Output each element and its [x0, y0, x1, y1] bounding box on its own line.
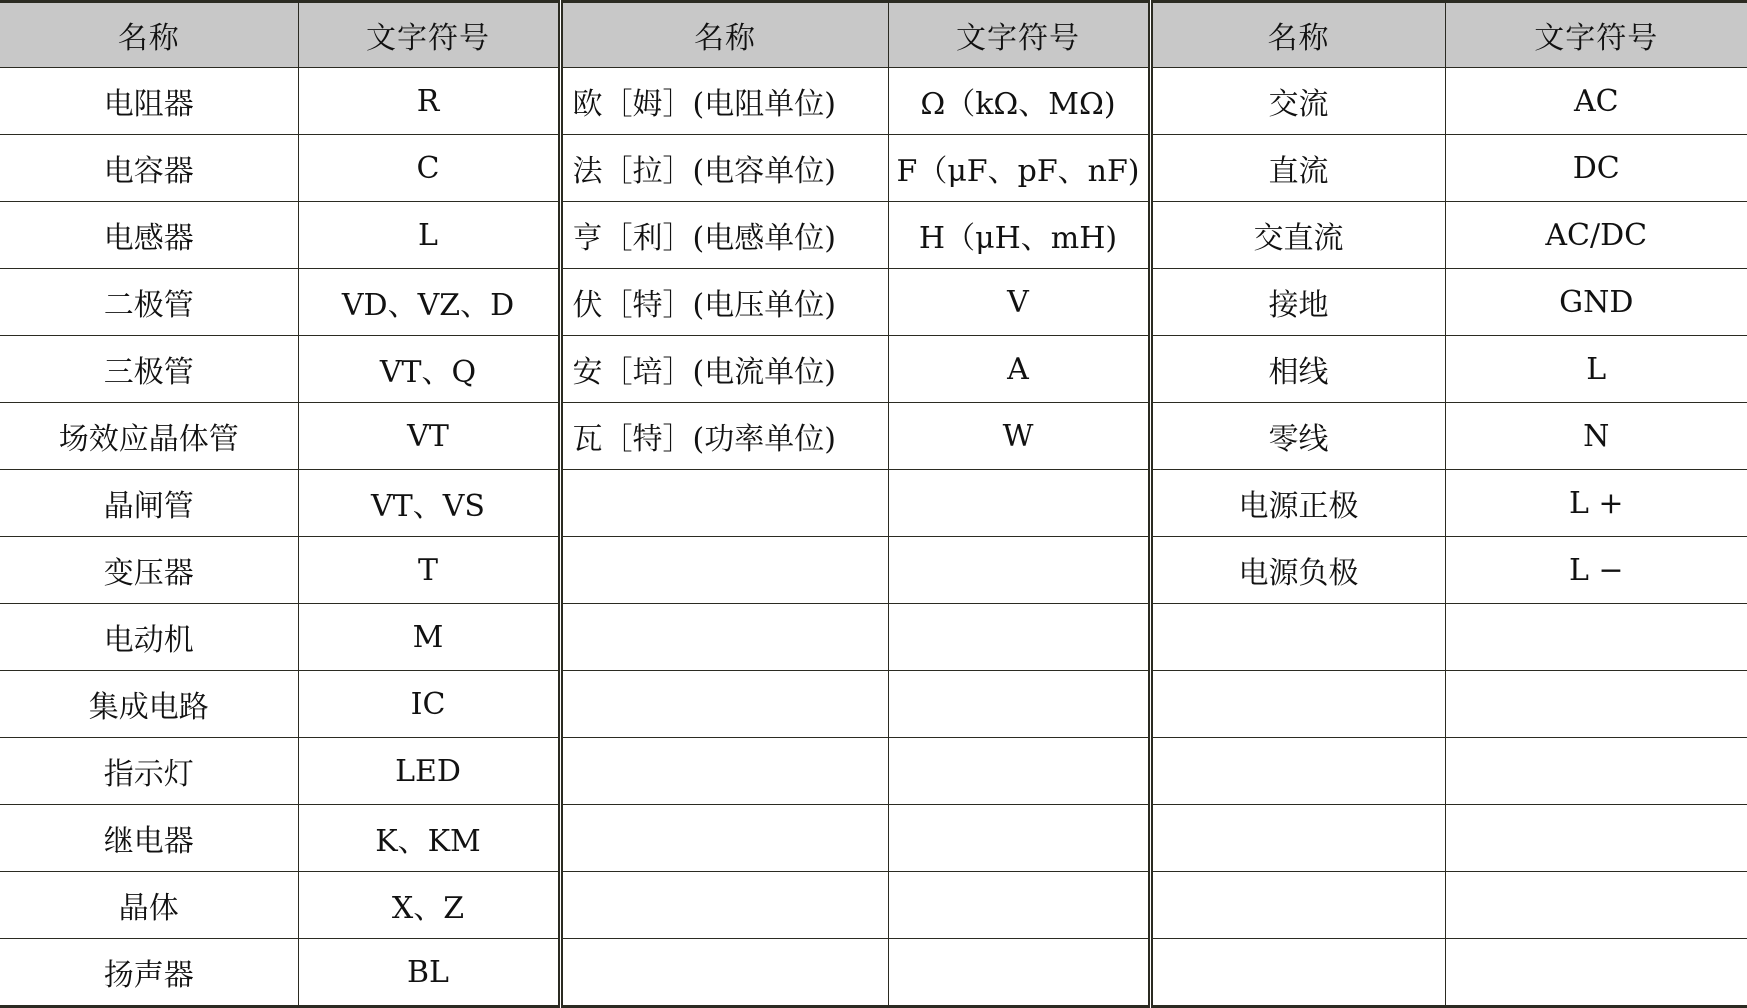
table-row	[0, 336, 1747, 403]
unit-name-cell: 伏［特］(电压单位)	[560, 269, 888, 336]
power-term-symbol-cell	[1445, 738, 1747, 805]
component-name-cell: 电阻器	[0, 68, 298, 135]
component-name-cell: 集成电路	[0, 671, 298, 738]
component-name-cell: 晶闸管	[0, 470, 298, 537]
component-name-cell: 变压器	[0, 537, 298, 604]
component-symbol-cell: R	[298, 68, 560, 135]
unit-name-cell: 法［拉］(电容单位)	[560, 135, 888, 202]
power-term-name-cell: 直流	[1150, 135, 1445, 202]
power-term-symbol-cell	[1445, 671, 1747, 738]
power-term-symbol-cell: DC	[1445, 135, 1747, 202]
power-term-symbol-cell: L +	[1445, 470, 1747, 537]
unit-symbol-cell	[888, 939, 1150, 1007]
component-name-cell: 指示灯	[0, 738, 298, 805]
power-term-name-cell: 交直流	[1150, 202, 1445, 269]
header-symbol-1: 文字符号	[298, 2, 560, 68]
header-name-1: 名称	[0, 2, 298, 68]
unit-name-cell	[560, 604, 888, 671]
header-symbol-2: 文字符号	[888, 2, 1150, 68]
unit-symbol-cell	[888, 537, 1150, 604]
component-name-cell: 晶体	[0, 872, 298, 939]
power-term-name-cell	[1150, 872, 1445, 939]
component-symbol-cell: BL	[298, 939, 560, 1007]
table-row	[0, 939, 1747, 1007]
unit-symbol-cell: F（μF、pF、nF)	[888, 135, 1150, 202]
header-row	[0, 2, 1747, 68]
table-row	[0, 135, 1747, 202]
unit-symbol-cell: W	[888, 403, 1150, 470]
unit-symbol-cell: A	[888, 336, 1150, 403]
table-row	[0, 537, 1747, 604]
power-term-symbol-cell: GND	[1445, 269, 1747, 336]
power-term-symbol-cell: N	[1445, 403, 1747, 470]
unit-name-cell: 欧［姆］(电阻单位)	[560, 68, 888, 135]
power-term-symbol-cell	[1445, 805, 1747, 872]
unit-name-cell	[560, 939, 888, 1007]
unit-name-cell: 瓦［特］(功率单位)	[560, 403, 888, 470]
component-symbol-cell: VD、VZ、D	[298, 269, 560, 336]
unit-symbol-cell: Ω（kΩ、MΩ)	[888, 68, 1150, 135]
unit-name-cell	[560, 671, 888, 738]
component-symbol-cell: T	[298, 537, 560, 604]
table-row	[0, 671, 1747, 738]
unit-symbol-cell: V	[888, 269, 1150, 336]
power-term-name-cell	[1150, 738, 1445, 805]
unit-name-cell	[560, 872, 888, 939]
power-term-name-cell	[1150, 805, 1445, 872]
unit-name-cell	[560, 470, 888, 537]
unit-name-cell: 安［培］(电流单位)	[560, 336, 888, 403]
power-term-name-cell: 交流	[1150, 68, 1445, 135]
table-row	[0, 202, 1747, 269]
power-term-name-cell: 相线	[1150, 336, 1445, 403]
power-term-name-cell: 电源正极	[1150, 470, 1445, 537]
table-row	[0, 604, 1747, 671]
table-row	[0, 738, 1747, 805]
table-row	[0, 805, 1747, 872]
table-row	[0, 470, 1747, 537]
power-term-name-cell	[1150, 604, 1445, 671]
component-symbol-cell: K、KM	[298, 805, 560, 872]
power-term-name-cell	[1150, 939, 1445, 1007]
power-term-symbol-cell: L	[1445, 336, 1747, 403]
component-name-cell: 电容器	[0, 135, 298, 202]
power-term-symbol-cell: L −	[1445, 537, 1747, 604]
power-term-symbol-cell: AC/DC	[1445, 202, 1747, 269]
unit-name-cell: 亨［利］(电感单位)	[560, 202, 888, 269]
unit-symbol-cell	[888, 470, 1150, 537]
unit-symbol-cell	[888, 671, 1150, 738]
table-row	[0, 269, 1747, 336]
component-name-cell: 三极管	[0, 336, 298, 403]
unit-symbol-cell	[888, 872, 1150, 939]
unit-name-cell	[560, 537, 888, 604]
unit-symbol-cell	[888, 738, 1150, 805]
unit-symbol-cell: H（μH、mH)	[888, 202, 1150, 269]
component-symbol-cell: C	[298, 135, 560, 202]
component-name-cell: 继电器	[0, 805, 298, 872]
component-symbol-cell: X、Z	[298, 872, 560, 939]
component-name-cell: 电动机	[0, 604, 298, 671]
unit-name-cell	[560, 738, 888, 805]
component-symbol-cell: M	[298, 604, 560, 671]
component-symbol-cell: L	[298, 202, 560, 269]
component-name-cell: 二极管	[0, 269, 298, 336]
header-symbol-3: 文字符号	[1445, 2, 1747, 68]
power-term-symbol-cell	[1445, 872, 1747, 939]
component-symbol-cell: VT、VS	[298, 470, 560, 537]
header-name-3: 名称	[1150, 2, 1445, 68]
component-symbol-cell: VT	[298, 403, 560, 470]
power-term-name-cell	[1150, 671, 1445, 738]
header-name-2: 名称	[560, 2, 888, 68]
power-term-symbol-cell	[1445, 939, 1747, 1007]
table-row	[0, 68, 1747, 135]
component-symbol-cell: LED	[298, 738, 560, 805]
table-row	[0, 872, 1747, 939]
component-name-cell: 扬声器	[0, 939, 298, 1007]
unit-name-cell	[560, 805, 888, 872]
power-term-name-cell: 电源负极	[1150, 537, 1445, 604]
component-name-cell: 电感器	[0, 202, 298, 269]
unit-symbol-cell	[888, 805, 1150, 872]
component-symbol-cell: IC	[298, 671, 560, 738]
component-name-cell: 场效应晶体管	[0, 403, 298, 470]
power-term-name-cell: 接地	[1150, 269, 1445, 336]
power-term-symbol-cell	[1445, 604, 1747, 671]
power-term-symbol-cell: AC	[1445, 68, 1747, 135]
table-row	[0, 403, 1747, 470]
unit-symbol-cell	[888, 604, 1150, 671]
power-term-name-cell: 零线	[1150, 403, 1445, 470]
component-symbol-cell: VT、Q	[298, 336, 560, 403]
